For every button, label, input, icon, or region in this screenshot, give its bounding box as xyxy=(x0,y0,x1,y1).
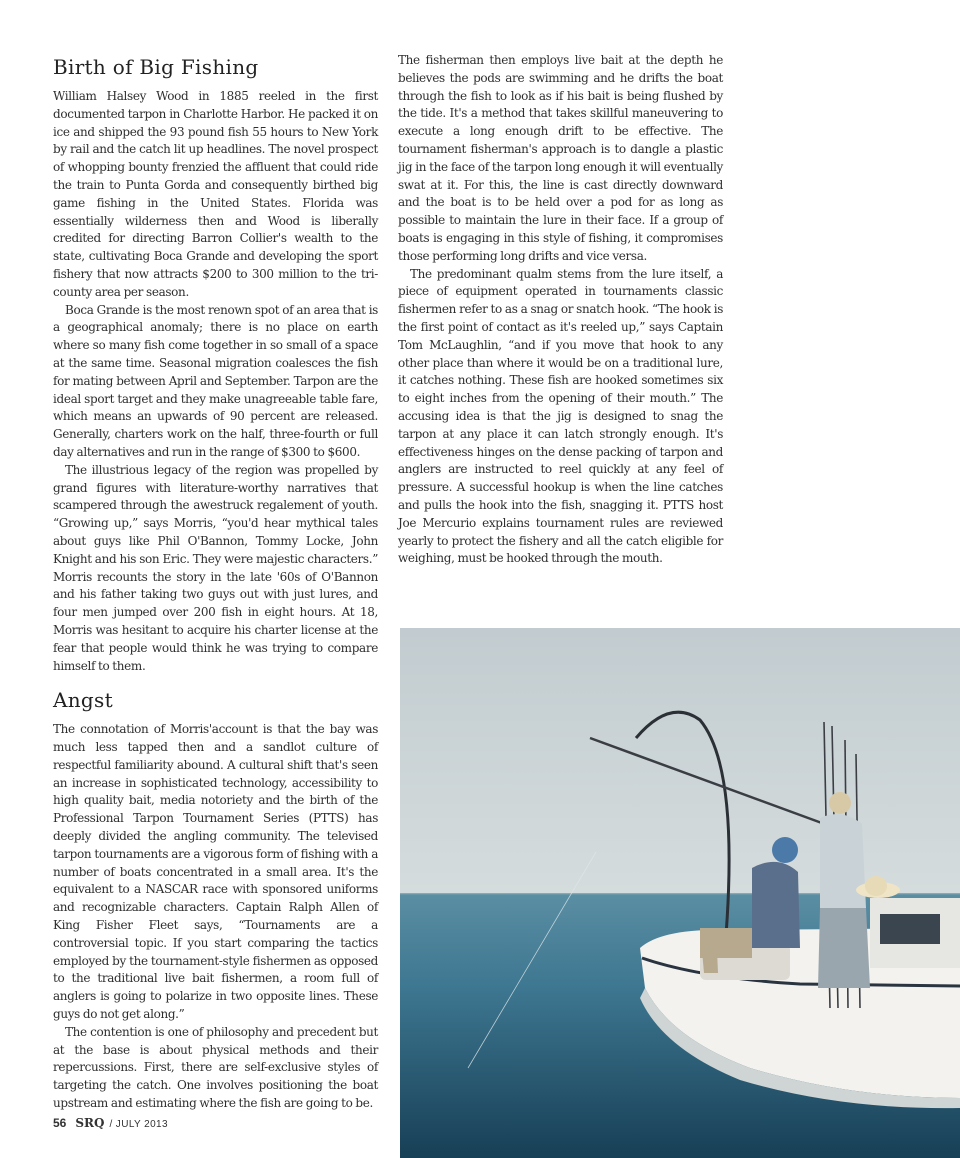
magazine-name: SRQ xyxy=(75,1116,105,1130)
fishing-boat-photo xyxy=(400,628,960,1158)
body-paragraph: The connotation of Morris'account is that the bay was much less tapped then and a sandlot culture of respectful familiarity abound. A cultural shift that's seen an increase in sophisticated technology, accessibility to high quality bait, media notoriety and the birth of the Professional Tarpon Tournament Series (PTTS) has deeply divided the angling community. The televised tarpon tournaments are a vigorous form of fishing with a number of boats concentrated in a small area. It's the equivalent to a NASCAR race with sponsored uniforms and recognizable characters. Captain Ralph Allen of King Fisher Fleet says, “Tournaments are a controversial topic. If you start comparing the tactics employed by the tournament-style fishermen as opposed to the traditional live bait fishermen, a room full of anglers is going to polarize in two opposite lines. These guys do not get along.” xyxy=(53,722,378,1022)
issue-date: / JULY 2013 xyxy=(109,1119,168,1130)
body-paragraph: The contention is one of philosophy and precedent but at the base is about physical methods and their repercussions. First, there are self-exclusive styles of targeting the catch. One involves positioning the boat upstream and estimating where the fish are going to be. xyxy=(53,1024,378,1111)
section-heading-birth-of-big-fishing: Birth of Big Fishing xyxy=(53,55,259,79)
body-paragraph: The fisherman then employs live bait at the depth he believes the pods are swimming and he drifts the boat through the fish to look as if his bait is being flushed by the tide. It's a method that takes skillful maneuvering to execute a long enough drift to be effective. The tournament fisherman's approach is to dangle a plastic jig in the face of the tarpon long enough it will eventually swat at it. For this, the line is cast directly downward and the boat is to be held over a pod for as long as possible to maintain the lure in their face. If a group of boats is engaging in this style of fishing, it compromises those performing long drifts and vice versa. xyxy=(398,53,723,263)
body-paragraph: William Halsey Wood in 1885 reeled in the first documented tarpon in Charlotte Harbor. He packed it on ice and shipped the 93 pound fish 55 hours to New York by rail and the catch lit up headlines. The novel prospect of whopping bounty frenzied the affluent that could ride the train to Punta Gorda and consequently birthed big game fishing in the United States. Florida was essentially wilderness then and Wood is liberally credited for directing Barron Collier's wealth to the state, cultivating Boca Grande and developing the sport fishery that now attracts $200 to 300 million to the tri-county area per season. xyxy=(53,89,378,299)
section-heading-angst: Angst xyxy=(53,688,113,713)
page-number: 56 xyxy=(53,1116,67,1130)
right-column xyxy=(398,52,723,568)
body-paragraph: The illustrious legacy of the region was propelled by grand figures with literature-worthy narratives that scampered through the awestruck regalement of youth. “Growing up,” says Morris, “you'd hear mythical tales about guys like Phil O'Bannon, Tommy Locke, John Knight and his son Eric. They were majestic characters.” Morris recounts the story in the late '60s of O'Bannon and his father taking two guys out with just lures, and four men jumped over 200 fish in eight hours. At 18, Morris was hesitant to acquire his charter license at the fear that people would think he was trying to compare himself to them. xyxy=(53,462,378,673)
body-paragraph: Boca Grande is the most renown spot of an area that is a geographical anomaly; there is no place on earth where so many fish come together in so small of a space at the same time. Seasonal migration coalesces the fish for mating between April and September. Tarpon are the ideal sport target and they make unagreeable table fare, which means an upwards of 90 percent are released. Generally, charters work on the half, three-fourth or full day alternatives and run in the range of $300 to $600. xyxy=(53,302,378,459)
left-column xyxy=(53,54,378,1113)
sky xyxy=(400,628,960,896)
page-footer xyxy=(53,1116,168,1130)
body-paragraph: The predominant qualm stems from the lure itself, a piece of equipment operated in tournaments classic fishermen refer to as a snag or snatch hook. “The hook is the first point of contact as it's reeled up,” says Captain Tom McLaughlin, “and if you move that hook to any other place than where it would be on a traditional lure, it catches nothing. These fish are hooked sometimes six to eight inches from the opening of their mouth.” The accusing idea is that the jig is designed to snag the tarpon at any place it can latch strongly enough. It's effectiveness hinges on the dense packing of tarpon and anglers are instructed to reel quickly at any feel of pressure. A successful hookup is when the line catches and pulls the hook into the fish, snagging it. PTTS host Joe Mercurio explains tournament rules are reviewed yearly to protect the fishery and all the catch eligible for weighing, must be hooked through the mouth. xyxy=(398,266,723,566)
